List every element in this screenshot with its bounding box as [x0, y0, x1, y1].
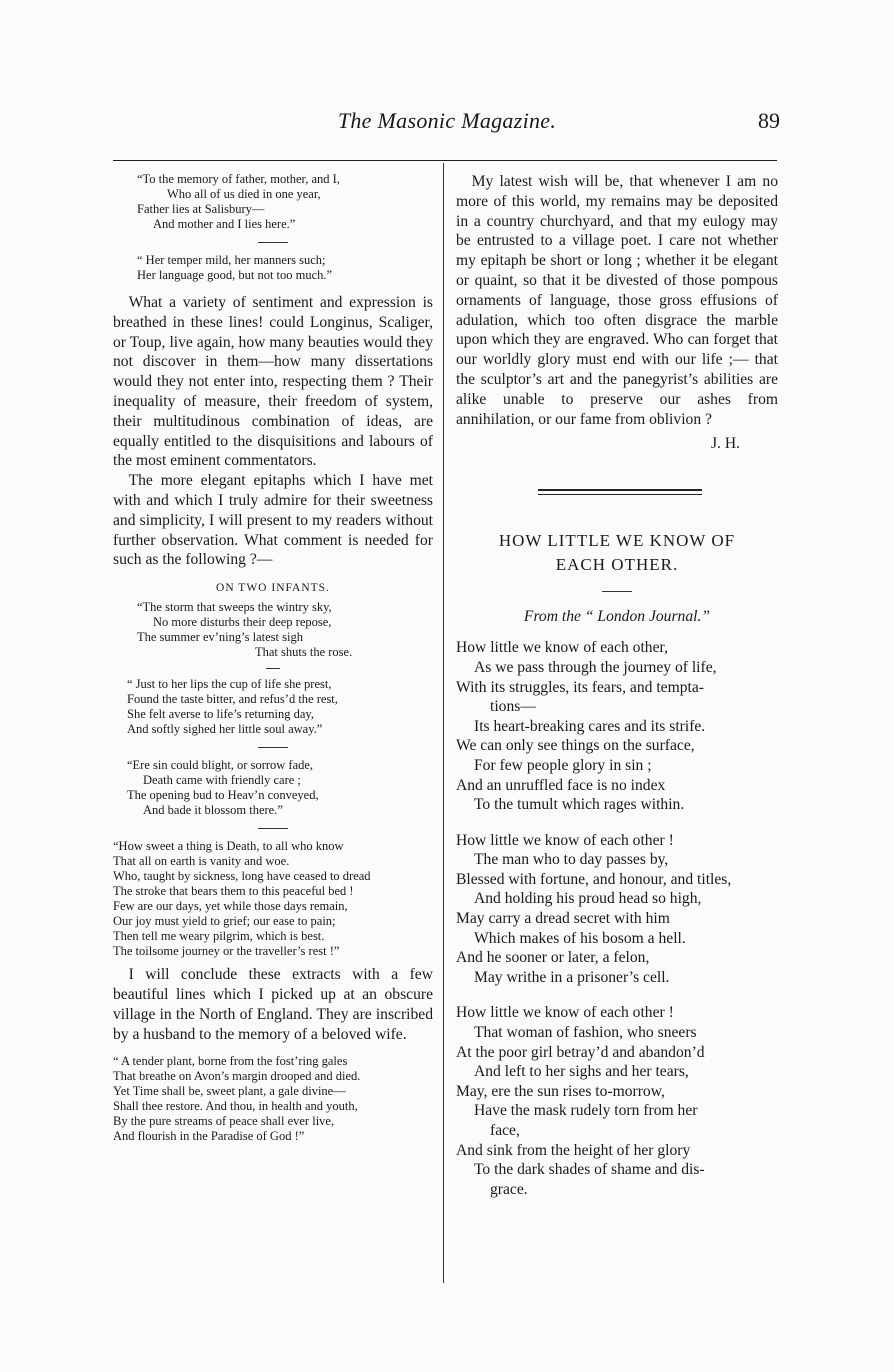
- poem-line: The man who to day passes by,: [474, 851, 669, 869]
- poem-line: How little we know of each other !: [456, 831, 674, 849]
- poem-line: How little we know of each other,: [456, 639, 668, 657]
- section-double-rule: [538, 489, 702, 495]
- poem-line: We can only see things on the surface,: [456, 737, 695, 755]
- poem-stanza-2: [456, 831, 778, 988]
- epitaph-verse-5: [113, 758, 433, 818]
- separator-rule: [258, 242, 288, 243]
- verse-line: The stroke that bears them to this peaceful bed !: [113, 884, 354, 899]
- verse-line: And flourish in the Paradise of God !”: [113, 1129, 305, 1144]
- verse-line: That shuts the rose.: [255, 645, 353, 660]
- verse-line: And mother and I lies here.”: [153, 217, 296, 231]
- page-number: 89: [758, 108, 780, 133]
- article-title-line: EACH OTHER.: [555, 555, 679, 575]
- paragraph: What a variety of sentiment and expression is breathed in these lines! could Longinus, Scaliger, or Toup, live again, how many beauties would they not discover in them—how many dissertations would they not enter into, respecting them ? Their inequality of measure, their freedom of system, their multitudinous combination of ideas, are equally entitled to the disquisitions and labours of the most eminent commentators.: [113, 294, 433, 470]
- verse-line: “Ere sin could blight, or sorrow fade,: [127, 758, 314, 773]
- poem-line: To the tumult which rages within.: [474, 796, 685, 814]
- epitaph-verse-6: [113, 839, 433, 959]
- poem-line: And left to her sighs and her tears,: [474, 1063, 689, 1081]
- poem-line: May carry a dread secret with him: [456, 910, 670, 928]
- epitaph-verse-1: [113, 172, 433, 232]
- epitaph-verse-7: [113, 1054, 433, 1144]
- poem-line: At the poor girl betray’d and abandon’d: [456, 1043, 705, 1061]
- epitaph-verse-2: [113, 253, 433, 283]
- verse-line: And bade it blossom there.”: [143, 803, 283, 818]
- poem-line: tions—: [490, 698, 536, 716]
- verse-line: Our joy must yield to grief; our ease to pain;: [113, 914, 336, 929]
- poem-line: Which makes of his bosom a hell.: [474, 929, 686, 947]
- verse-line: That all on earth is vanity and woe.: [113, 854, 290, 869]
- poem-line: How little we know of each other !: [456, 1004, 674, 1022]
- verse-line: And softly sighed her little soul away.”: [127, 722, 323, 737]
- poem-line: May writhe in a prisoner’s cell.: [474, 968, 670, 986]
- poem-line: With its struggles, its fears, and tempta-: [456, 678, 704, 696]
- paragraph: I will conclude these extracts with a few beautiful lines which I picked up at an obscure village in the North of England. They are inscribed by a husband to the memory of a beloved wife.: [113, 966, 433, 1043]
- separator-rule: [258, 747, 288, 748]
- epitaph-verse-4: [113, 677, 433, 737]
- poem-line: Have the mask rudely torn from her: [474, 1102, 698, 1120]
- poem-line: grace.: [490, 1180, 528, 1198]
- article-source: From the “ London Journal.”: [523, 608, 711, 626]
- poem-line: And he sooner or later, a felon,: [456, 949, 650, 967]
- verse-line: The summer ev’ning’s latest sigh: [137, 630, 303, 645]
- verse-line: Yet Time shall be, sweet plant, a gale divine—: [113, 1084, 346, 1099]
- verse-line: “ A tender plant, borne from the fost’ring gales: [113, 1054, 348, 1069]
- verse-line: “The storm that sweeps the wintry sky,: [137, 600, 332, 615]
- verse-line: She felt averse to life’s returning day,: [127, 707, 314, 722]
- paragraph: The more elegant epitaphs which I have met with and which I truly admire for their sweetness and simplicity, I will present to my readers without further observation. What comment is needed for such as the following ?—: [113, 472, 433, 569]
- poem-line: May, ere the sun rises to-morrow,: [456, 1082, 665, 1100]
- verse-line: That breathe on Avon’s margin drooped and died.: [113, 1069, 361, 1084]
- verse-line: “ Her temper mild, her manners such;: [137, 253, 326, 267]
- poem-line: And an unruffled face is no index: [456, 776, 666, 794]
- right-column: [456, 172, 778, 1215]
- article-title: [456, 529, 778, 577]
- verse-line: Shall thee restore. And thou, in health and youth,: [113, 1099, 358, 1114]
- verse-line: Few are our days, yet while those days remain,: [113, 899, 348, 914]
- verse-line: “ Just to her lips the cup of life she prest,: [127, 677, 332, 692]
- verse-line: Her language good, but not too much.”: [137, 268, 333, 282]
- poem-line: To the dark shades of shame and dis-: [474, 1161, 705, 1179]
- verse-line: “To the memory of father, mother, and I,: [137, 172, 340, 186]
- verse-line: “How sweet a thing is Death, to all who know: [113, 839, 344, 854]
- verse-line: Who all of us died in one year,: [167, 187, 321, 201]
- verse-line: Who, taught by sickness, long have ceased to dread: [113, 869, 371, 884]
- poem-line: For few people glory in sin ;: [474, 756, 652, 774]
- epitaph-verse-3: [113, 600, 433, 660]
- verse-line: The opening bud to Heav’n conveyed,: [127, 788, 319, 803]
- header-rule: [113, 160, 777, 161]
- column-divider: [443, 163, 444, 1283]
- poem-line: That woman of fashion, who sneers: [474, 1024, 697, 1042]
- poem-stanza-1: [456, 638, 778, 814]
- verse-line: No more disturbs their deep repose,: [153, 615, 332, 630]
- separator-rule: [258, 828, 288, 829]
- poem-line: Its heart-breaking cares and its strife.: [474, 717, 706, 735]
- poem-line: And sink from the height of her glory: [456, 1141, 691, 1159]
- author-signature: J. H.: [710, 435, 740, 453]
- running-header-title: The Masonic Magazine.: [337, 108, 557, 133]
- verse-line: Then tell me weary pilgrim, which is best.: [113, 929, 325, 944]
- poem-line: As we pass through the journey of life,: [474, 658, 717, 676]
- left-column: [113, 172, 433, 1144]
- poem-line: face,: [490, 1122, 520, 1140]
- verse-line: Found the taste bitter, and refus’d the rest,: [127, 692, 338, 707]
- poem-stanza-3: [456, 1003, 778, 1199]
- verse-line: The toilsome journey or the traveller’s rest !”: [113, 944, 340, 959]
- paragraph: My latest wish will be, that whenever I am no more of this world, my remains may be deposited in a country churchyard, and that my eulogy may be entrusted to a village poet. I care not whether my epitaph be short or long ; whether it be elegant or quaint, so that it be divested of those pompous ornaments of language, those gross effusions of adulation, which too often disgrace the marble upon which they are engraved. Who can forget that our worldly glory must end with our life ;— that the sculptor’s art and the panegyrist’s abilities are alike unable to preserve our ashes from annihilation, or our fame from oblivion ?: [456, 173, 778, 428]
- epitaph-title: ON TWO INFANTS.: [216, 582, 330, 595]
- verse-line: Death came with friendly care ;: [143, 773, 301, 788]
- verse-line: By the pure streams of peace shall ever live,: [113, 1114, 335, 1129]
- verse-line: Father lies at Salisbury—: [137, 202, 265, 216]
- separator-rule: [266, 668, 280, 669]
- separator-rule: [602, 591, 632, 592]
- poem-line: Blessed with fortune, and honour, and titles,: [456, 870, 732, 888]
- article-title-line: HOW LITTLE WE KNOW OF: [498, 531, 736, 551]
- poem-line: And holding his proud head so high,: [474, 890, 702, 908]
